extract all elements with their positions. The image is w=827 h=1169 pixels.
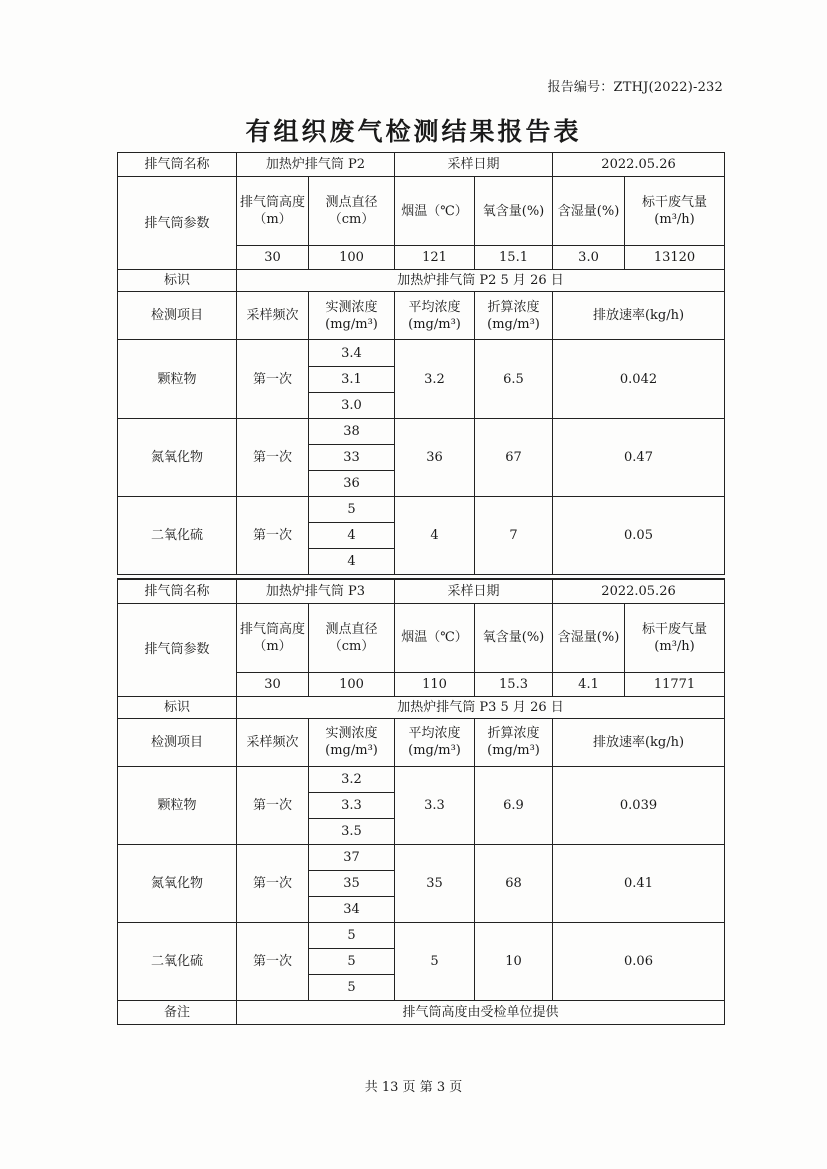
measured-value: 38	[309, 419, 395, 445]
measured-value: 5	[309, 974, 395, 1000]
item-header: 检测项目	[118, 292, 237, 340]
rate-value: 0.06	[553, 922, 725, 1000]
identifier-value: 加热炉排气筒 P3 5 月 26 日	[237, 696, 725, 718]
measured-value: 3.2	[309, 766, 395, 792]
sampling-date-label: 采样日期	[395, 579, 553, 603]
remark-label: 备注	[118, 1000, 237, 1024]
temp-header: 烟温（℃）	[395, 177, 475, 246]
item-name: 二氧化硫	[118, 922, 237, 1000]
flow-value: 11771	[625, 672, 725, 696]
diameter-value: 100	[309, 246, 395, 270]
diameter-value: 100	[309, 672, 395, 696]
stack-name-label: 排气筒名称	[118, 153, 237, 177]
average-value: 4	[395, 497, 475, 575]
height-value: 30	[237, 246, 309, 270]
flow-value: 13120	[625, 246, 725, 270]
oxygen-value: 15.1	[475, 246, 553, 270]
measured-header: 实测浓度(mg/m³)	[309, 292, 395, 340]
rate-header: 排放速率(kg/h)	[553, 292, 725, 340]
height-header: 排气筒高度（m）	[237, 177, 309, 246]
item-freq: 第一次	[237, 340, 309, 419]
report-number: 报告编号：ZTHJ(2022)-232	[547, 80, 723, 95]
rate-header: 排放速率(kg/h)	[553, 718, 725, 766]
rate-value: 0.05	[553, 497, 725, 575]
temp-header: 烟温（℃）	[395, 603, 475, 672]
rate-value: 0.039	[553, 766, 725, 844]
height-value: 30	[237, 672, 309, 696]
converted-header: 折算浓度(mg/m³)	[475, 718, 553, 766]
converted-value: 7	[475, 497, 553, 575]
converted-value: 6.9	[475, 766, 553, 844]
item-freq: 第一次	[237, 419, 309, 497]
freq-header: 采样频次	[237, 292, 309, 340]
oxygen-header: 氧含量(%)	[475, 177, 553, 246]
moisture-header: 含湿量(%)	[553, 603, 625, 672]
rate-value: 0.47	[553, 419, 725, 497]
item-freq: 第一次	[237, 922, 309, 1000]
result-table-p3	[117, 578, 725, 1025]
average-value: 35	[395, 844, 475, 922]
average-value: 3.3	[395, 766, 475, 844]
converted-header: 折算浓度(mg/m³)	[475, 292, 553, 340]
measured-value: 36	[309, 471, 395, 497]
measured-value: 37	[309, 844, 395, 870]
stack-params-label: 排气筒参数	[118, 177, 237, 270]
oxygen-header: 氧含量(%)	[475, 603, 553, 672]
converted-value: 68	[475, 844, 553, 922]
average-value: 36	[395, 419, 475, 497]
measured-value: 3.0	[309, 393, 395, 419]
rate-value: 0.41	[553, 844, 725, 922]
average-header: 平均浓度(mg/m³)	[395, 718, 475, 766]
diameter-header: 测点直径（cm）	[309, 603, 395, 672]
stack-name-label: 排气筒名称	[118, 579, 237, 603]
freq-header: 采样频次	[237, 718, 309, 766]
measured-value: 4	[309, 549, 395, 575]
rate-value: 0.042	[553, 340, 725, 419]
item-freq: 第一次	[237, 844, 309, 922]
measured-value: 33	[309, 445, 395, 471]
measured-value: 35	[309, 870, 395, 896]
measured-value: 5	[309, 948, 395, 974]
measured-value: 5	[309, 497, 395, 523]
average-value: 5	[395, 922, 475, 1000]
sampling-date-value: 2022.05.26	[553, 153, 725, 177]
measured-value: 3.1	[309, 367, 395, 393]
average-value: 3.2	[395, 340, 475, 419]
item-header: 检测项目	[118, 718, 237, 766]
height-header: 排气筒高度（m）	[237, 603, 309, 672]
diameter-header: 测点直径（cm）	[309, 177, 395, 246]
converted-value: 10	[475, 922, 553, 1000]
item-freq: 第一次	[237, 497, 309, 575]
item-freq: 第一次	[237, 766, 309, 844]
sampling-date-value: 2022.05.26	[553, 579, 725, 603]
converted-value: 6.5	[475, 340, 553, 419]
measured-value: 3.5	[309, 818, 395, 844]
converted-value: 67	[475, 419, 553, 497]
flow-header: 标干废气量(m³/h)	[625, 603, 725, 672]
result-table-p2	[117, 152, 725, 575]
moisture-value: 3.0	[553, 246, 625, 270]
moisture-value: 4.1	[553, 672, 625, 696]
item-name: 二氧化硫	[118, 497, 237, 575]
measured-value: 4	[309, 523, 395, 549]
item-name: 氮氧化物	[118, 419, 237, 497]
measured-value: 34	[309, 896, 395, 922]
flow-header: 标干废气量(m³/h)	[625, 177, 725, 246]
stack-params-label: 排气筒参数	[118, 603, 237, 696]
remark-value: 排气筒高度由受检单位提供	[237, 1000, 725, 1024]
moisture-header: 含湿量(%)	[553, 177, 625, 246]
identifier-label: 标识	[118, 696, 237, 718]
temp-value: 121	[395, 246, 475, 270]
measured-header: 实测浓度(mg/m³)	[309, 718, 395, 766]
stack-name-value: 加热炉排气筒 P2	[237, 153, 395, 177]
oxygen-value: 15.3	[475, 672, 553, 696]
measured-value: 3.4	[309, 340, 395, 367]
stack-name-value: 加热炉排气筒 P3	[237, 579, 395, 603]
identifier-label: 标识	[118, 270, 237, 292]
item-name: 氮氧化物	[118, 844, 237, 922]
temp-value: 110	[395, 672, 475, 696]
page-title: 有组织废气检测结果报告表	[245, 117, 582, 146]
average-header: 平均浓度(mg/m³)	[395, 292, 475, 340]
measured-value: 3.3	[309, 792, 395, 818]
page-footer: 共 13 页 第 3 页	[364, 1080, 463, 1095]
sampling-date-label: 采样日期	[395, 153, 553, 177]
item-name: 颗粒物	[118, 340, 237, 419]
item-name: 颗粒物	[118, 766, 237, 844]
measured-value: 5	[309, 922, 395, 948]
identifier-value: 加热炉排气筒 P2 5 月 26 日	[237, 270, 725, 292]
